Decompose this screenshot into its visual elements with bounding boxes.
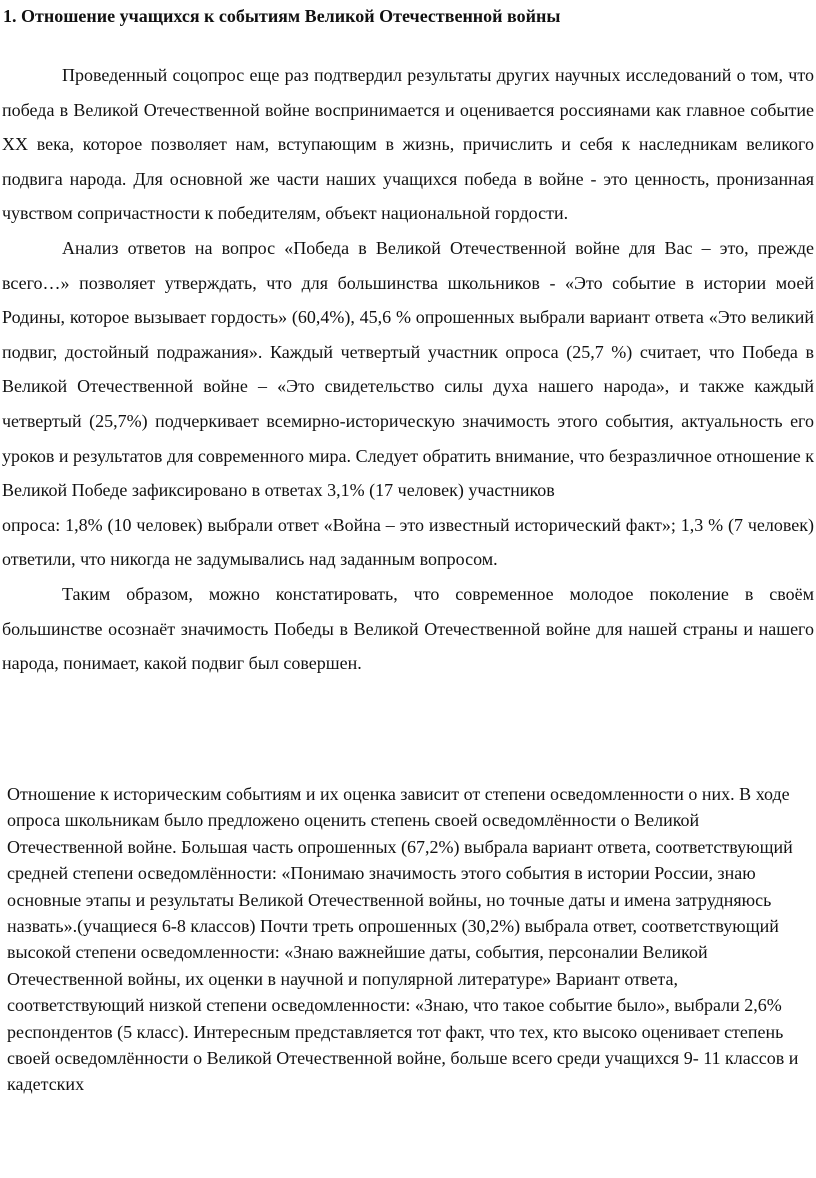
paragraph-answers-analysis: Анализ ответов на вопрос «Победа в Великой Отечественной войне для Вас – это, прежде всего…» позволяет утверждать, что для большинства школьников - «Это событие в истории моей Родины, которое вызывает гордость» (60,4%), 45,6 % опрошенных выбрали вариант ответа «Это великий подвиг, достойный подражания». Каждый четвертый участник опроса (25,7 %) считает, что Победа в Великой Отечественной войне – «Это свидетельство силы духа нашего народа», и также каждый четвертый (25,7%) подчеркивает всемирно-историческую значимость этого события, актуальность его уроков и результатов для современного мира. Следует обратить внимание, что безразличное отношение к Великой Победе зафиксировано в ответах 3,1% (17 человек) участников	[2, 237, 814, 501]
paragraph-conclusion: Таким образом, можно констатировать, что современное молодое поколение в своём большинстве осознаёт значимость Победы в Великой Отечественной войне для нашей страны и нашего народа, понимает, какой подвиг был совершен.	[2, 583, 814, 674]
paragraph-survey-intro: Проведенный соцопрос еще раз подтвердил результаты других научных исследований о том, что победа в Великой Отечественной войне воспринимается и оценивается россиянами как главное событие XX века, которое позволяет нам, вступающим в жизнь, причислить и себя к наследникам великого подвига народа. Для основной же части наших учащихся победа в войне - это ценность, пронизанная чувством сопричастности к победителям, объект национальной гордости.	[2, 65, 814, 224]
paragraph-awareness-level: Отношение к историческим событиям и их оценка зависит от степени осведомленности о них. В ходе опроса школьникам было предложено оценить степень своей осведомлённости о Великой Отечественной войне. Большая часть опрошенных (67,2%) выбрала вариант ответа, соответствующий средней степени осведомлённости: «Понимаю значимость этого события в истории России, знаю основные этапы и результаты Великой Отечественной войны, но точные даты и имена затрудняюсь назвать».(учащиеся 6-8 классов) Почти треть опрошенных (30,2%) выбрала ответ, соответствующий высокой степени осведомленности: «Знаю важнейшие даты, события, персоналии Великой Отечественной войны, их оценки в научной и популярной литературе» Вариант ответа, соответствующий низкой степени осведомленности: «Знаю, что такое событие было», выбрали 2,6% респондентов (5 класс). Интересным представляется тот факт, что тех, кто высоко оценивает степень своей осведомлённости о Великой Отечественной войне, больше всего среди учащихся 9- 11 классов и кадетских	[7, 784, 799, 1095]
section-heading: 1. Отношение учащихся к событиям Великой Отечественной войны	[3, 6, 561, 26]
body-text-single-spaced	[2, 781, 814, 1098]
paragraph-answers-continuation: опроса: 1,8% (10 человек) выбрали ответ «Война – это известный исторический факт»; 1,3 % (7 человек) ответили, что никогда не задумывались над заданным вопросом.	[2, 514, 814, 570]
body-text-double-spaced	[2, 58, 814, 681]
